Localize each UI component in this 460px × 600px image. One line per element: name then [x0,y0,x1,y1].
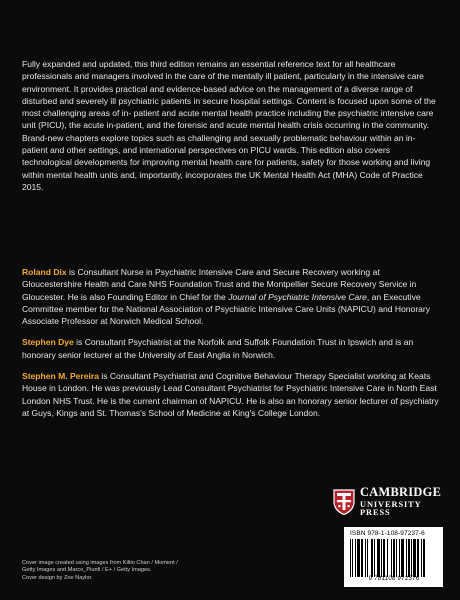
author-bio-dye: Stephen Dye is Consultant Psychiatrist at the Norfolk and Suffolk Foundation Trust in Ipswich and is an honorary senior lecturer at the University of East Anglia in Norwich. [22,337,414,360]
cover-credits [22,560,222,582]
credits-line: Cover image created using images from Kiltio Chan / Moment / [22,560,178,566]
author-name: Stephen M. Pereira [22,371,99,382]
author-bios [22,266,440,428]
journal-title: Journal of Psychiatric Intensive Care [228,291,367,302]
author-bio-pereira: Stephen M. Pereira is Consultant Psychiatrist and Cognitive Behaviour Therapy Specialist working at Keats House in London. He was previously Lead Consultant Psychiatrist for Psychiatric Intensive Care in North East London NHS Trust. He is the current chairman of NAPICU. He is also an honorary senior lecturer of psychiatry at Guys, Kings and St. Thomas's School of Medicine at King's College London. [22,371,439,418]
book-description: Fully expanded and updated, this third edition remains an essential reference text for all healthcare professionals and managers involved in the care of the mentally ill patient, particularly in the intensive care environment. It provides practical and evidence-based advice on the management of a diverse range of disturbed and severely ill psychiatric patients in secure hospital settings. Content is focused upon some of the most challenging areas of in- patient and acute mental health practice including the psychiatric intensive care unit (PICU), the acute in-patient, and the forensic and acute mental health crisis occurring in the community. Brand-new chapters explore topics such as challenging and sexually problematic behaviour within an in-patient and other settings, and international perspectives on PICU wards. This edition also covers technological developments for improving mental health care for patients, safety for those working and living within mental health units and, importantly, incorporates the UK Mental Health Act (MHA) Code of Practice 2015. [22,59,436,192]
barcode-bars [350,539,438,577]
barcode-bar [425,539,426,577]
cambridge-shield-icon [333,489,355,515]
credits-line: Getty Images and Marco_Piunti / E+ / Getty Images. [22,567,152,574]
author-name: Roland Dix [22,267,67,277]
author-name: Stephen Dye [22,337,74,348]
barcode-number: 9 781108 972376 [368,576,420,582]
publisher-logo [333,485,443,518]
publisher-name-top: CAMBRIDGE [360,485,442,500]
credits-line: Cover design by Zoe Naylor. [22,574,93,581]
barcode [344,527,443,587]
publisher-name-bottom: UNIVERSITY PRESS [360,499,422,518]
isbn-label: ISBN 978-1-108-97237-6 [350,530,425,537]
author-bio-dix: Roland Dix is Consultant Nurse in Psychiatric Intensive Care and Secure Recovery working at Gloucestershire Health and Care NHS Foundation Trust and the Montpellier Secure Recovery Service in Gloucester. He is also Founding Editor in Chief for the Journal of Psychiatric Intensive Care, an Executive Committee member for the National Association of Psychiatric Intensive Care Units (NAPICU) and Honorary Associate Professor at Norwich Medical School. [22,267,431,327]
